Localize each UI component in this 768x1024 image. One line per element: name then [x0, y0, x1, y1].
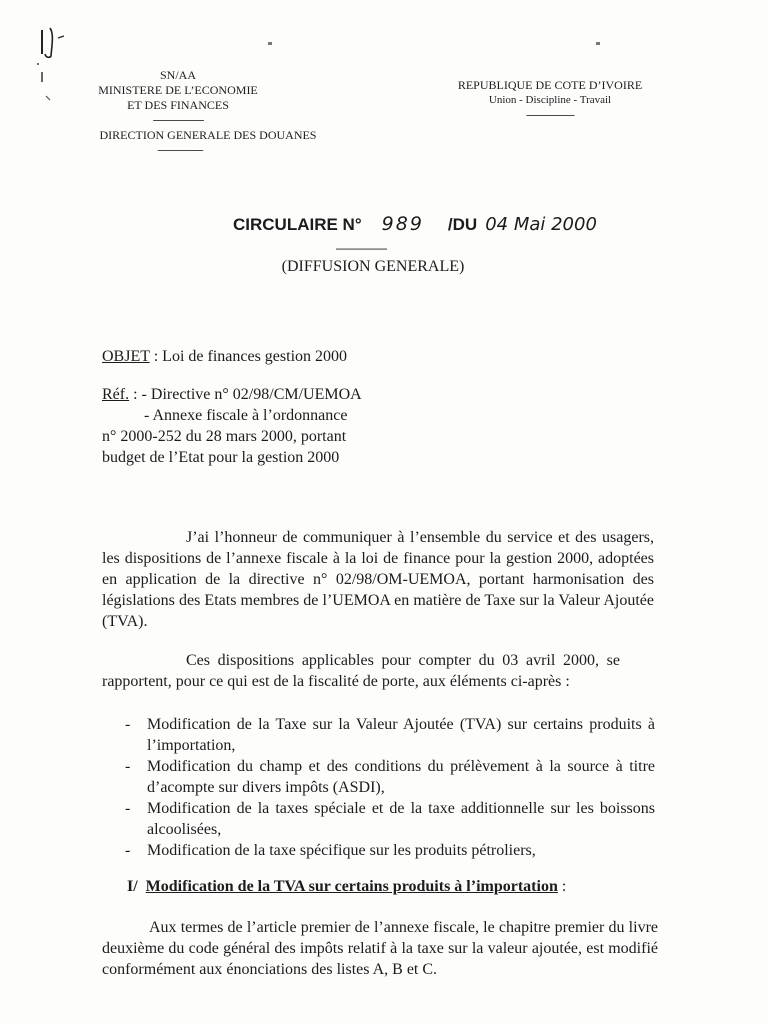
- list-item: [125, 798, 655, 840]
- list-item-text: Modification de la taxes spéciale et de la taxe additionnelle sur les boissons alcoolisées,: [147, 800, 655, 838]
- circular-label: CIRCULAIRE N°: [233, 215, 362, 234]
- list-bullet: -: [125, 758, 131, 775]
- object-text: : Loi de finances gestion 2000: [149, 348, 348, 365]
- reference-line-4: budget de l’Etat pour la gestion 2000: [102, 449, 340, 466]
- list-item: [125, 756, 655, 798]
- ministry-name: MINISTERE DE L’ECONOMIE: [98, 83, 258, 97]
- section-number: I/: [127, 878, 138, 895]
- ministry-code: SN/AA: [159, 68, 196, 82]
- paragraph-scope: Ces dispositions applicables pour compter du 03 avril 2000, se rapportent, pour ce qui est de la fiscalité de porte, aux éléments ci-après :: [102, 652, 620, 690]
- section-colon: :: [557, 878, 567, 895]
- date-label: /DU: [447, 215, 478, 234]
- customs-direction: [90, 128, 326, 158]
- republic-separator: ------------------: [526, 109, 574, 121]
- list-bullet: -: [125, 800, 131, 817]
- section-heading: [127, 876, 647, 897]
- republic-motto: Union - Discipline - Travail: [488, 94, 612, 106]
- object-label: OBJET: [102, 348, 150, 365]
- reference-label: Réf.: [102, 386, 130, 403]
- reference-directive: : - Directive n° 02/98/CM/UEMOA: [129, 386, 362, 403]
- list-item-text: Modification de la taxe spécifique sur les produits pétroliers,: [147, 842, 536, 859]
- speck: [596, 42, 600, 45]
- list-item-text: Modification de la Taxe sur la Valeur Ajoutée (TVA) sur certains produits à l’importation,: [147, 716, 655, 754]
- section-title: Modification de la TVA sur certains produits à l’importation: [145, 878, 558, 895]
- reference-line-3: n° 2000-252 du 28 mars 2000, portant: [102, 428, 347, 445]
- direction-separator: -----------------: [157, 144, 203, 156]
- list-bullet: -: [125, 842, 131, 859]
- paragraph-article: Aux termes de l’article premier de l’annexe fiscale, le chapitre premier du livre deuxième du code général des impôts relatif à la taxe sur la valeur ajoutée, est modifié conformément aux énonciations des listes A, B et C.: [102, 919, 658, 978]
- republic-name: REPUBLIQUE DE COTE D’IVOIRE: [457, 78, 643, 92]
- list-item-text: Modification du champ et des conditions du prélèvement à la source à titre d’acompte sur divers impôts (ASDI),: [147, 758, 655, 796]
- circular-title: [233, 213, 653, 235]
- list-item: [125, 840, 655, 861]
- ministry-header: [88, 68, 268, 128]
- reference-line-2: - Annexe fiscale à l’ordonnance: [144, 407, 348, 424]
- paragraph-intro: J’ai l’honneur de communiquer à l’ensemble du service et des usagers, les dispositions de l’annexe fiscale à la loi de finance pour la gestion 2000, adoptées en application de la directive n° 02/98/OM-UEMOA, portant harmonisation des législations des Etats membres de l’UEMOA en matière de Taxe sur la Valeur Ajoutée (TVA).: [102, 529, 654, 630]
- reference-line-1: [102, 384, 422, 405]
- modifications-list: [125, 714, 655, 861]
- circular-number: 989: [381, 213, 424, 235]
- object-line: [102, 346, 502, 367]
- title-separator: -----------------: [335, 241, 387, 255]
- list-bullet: -: [125, 716, 131, 733]
- list-item: [125, 714, 655, 756]
- ministry-name-cont: ET DES FINANCES: [127, 98, 229, 112]
- reference-block: [102, 384, 422, 468]
- speck: [268, 42, 272, 45]
- margin-scribble: [36, 24, 86, 114]
- diffusion-note: (DIFFUSION GENERALE): [281, 258, 465, 275]
- circular-date: 04 Mai 2000: [485, 214, 597, 235]
- republic-header: [432, 78, 668, 123]
- header-separator: -------------------: [152, 114, 204, 126]
- direction-name: DIRECTION GENERALE DES DOUANES: [99, 128, 317, 142]
